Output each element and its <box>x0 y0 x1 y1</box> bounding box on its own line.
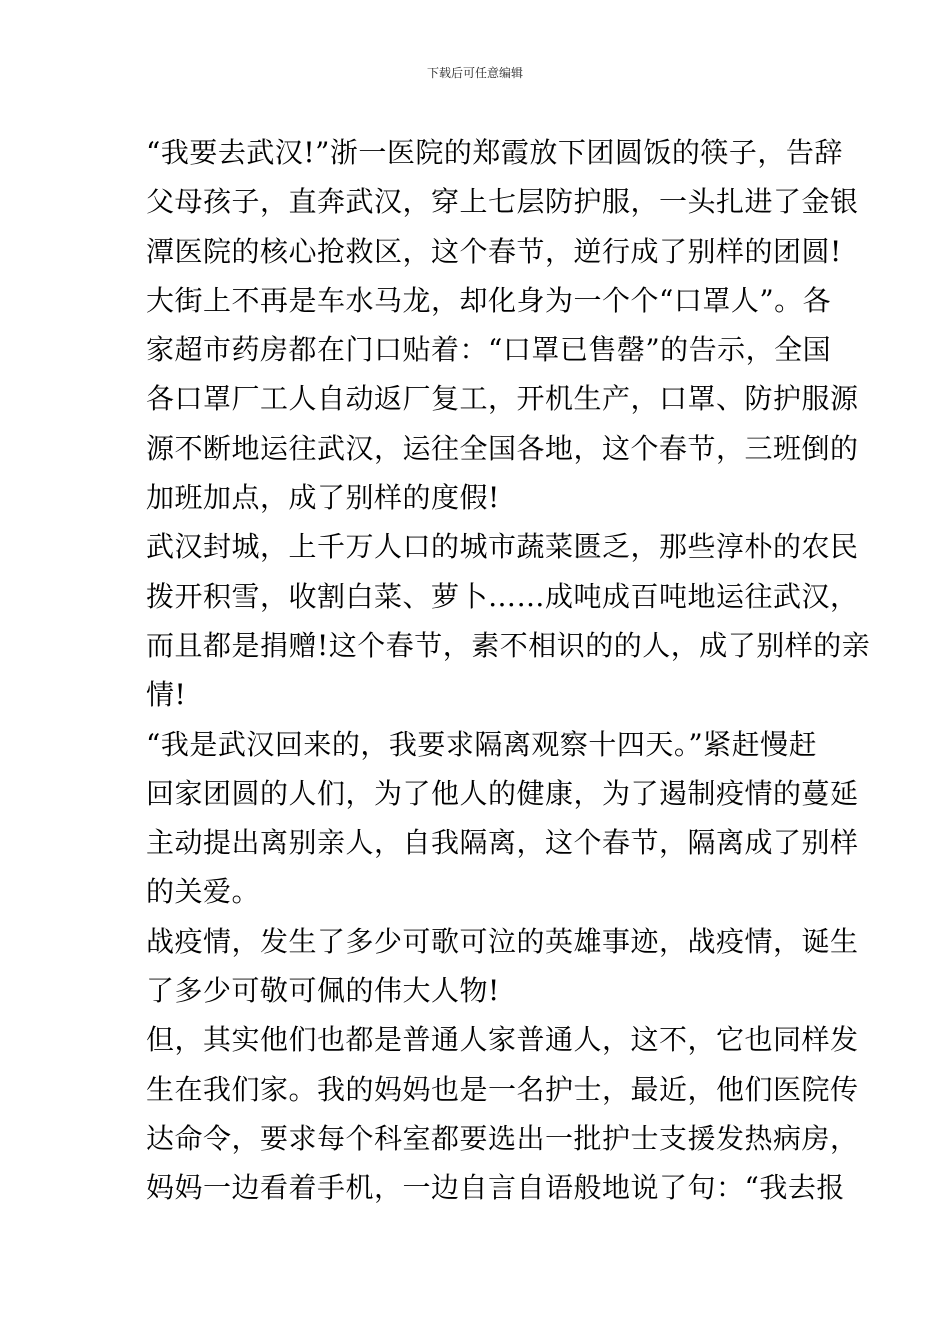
text-line: 生在我们家。我的妈妈也是一名护士，最近，他们医院传 <box>146 1072 859 1106</box>
text-line: 回家团圆的人们，为了他人的健康，为了遏制疫情的蔓延 <box>146 776 859 810</box>
text-line: 情! <box>146 678 187 712</box>
text-line: 的关爱。 <box>146 875 261 909</box>
text-line: 战疫情，发生了多少可歌可泣的英雄事迹，战疫情，诞生 <box>146 924 859 958</box>
text-line: “我是武汉回来的，我要求隔离观察十四天。”紧赶慢赶 <box>146 727 818 761</box>
text-line: 源不断地运往武汉，运往全国各地，这个春节，三班倒的 <box>146 431 859 465</box>
text-line: “我要去武汉!”浙一医院的郑霞放下团圆饭的筷子，告辞 <box>146 136 843 169</box>
document-body <box>146 128 871 1213</box>
text-line: 大街上不再是车水马龙，却化身为一个个“口罩人”。各 <box>146 283 832 317</box>
text-line: 潭医院的核心抢救区，这个春节，逆行成了别样的团圆! <box>146 234 842 268</box>
text-line: 而且都是捐赠!这个春节，素不相识的的人，成了别样的亲 <box>146 628 871 662</box>
text-line: 各口罩厂工人自动返厂复工，开机生产，口罩、防护服源 <box>146 382 859 416</box>
text-line: 拨开积雪，收割白菜、萝卜……成吨成百吨地运往武汉， <box>146 579 859 613</box>
text-line: 妈妈一边看着手机，一边自言自语般地说了句：“我去报 <box>146 1171 845 1205</box>
text-line: 了多少可敬可佩的伟大人物! <box>146 974 500 1008</box>
text-line: 武汉封城，上千万人口的城市蔬菜匮乏，那些淳朴的农民 <box>146 530 859 564</box>
text-line: 但，其实他们也都是普通人家普通人，这不，它也同样发 <box>146 1023 859 1057</box>
text-line: 主动提出离别亲人，自我隔离，这个春节，隔离成了别样 <box>146 826 859 860</box>
page-header: 下载后可任意编辑 <box>426 66 523 80</box>
text-line: 加班加点，成了别样的度假! <box>146 481 500 515</box>
text-line: 达命令，要求每个科室都要选出一批护士支援发热病房， <box>146 1121 859 1155</box>
text-line: 父母孩子，直奔武汉，穿上七层防护服，一头扎进了金银 <box>146 185 859 219</box>
text-line: 家超市药房都在门口贴着：“口罩已售罄”的告示，全国 <box>146 333 832 367</box>
